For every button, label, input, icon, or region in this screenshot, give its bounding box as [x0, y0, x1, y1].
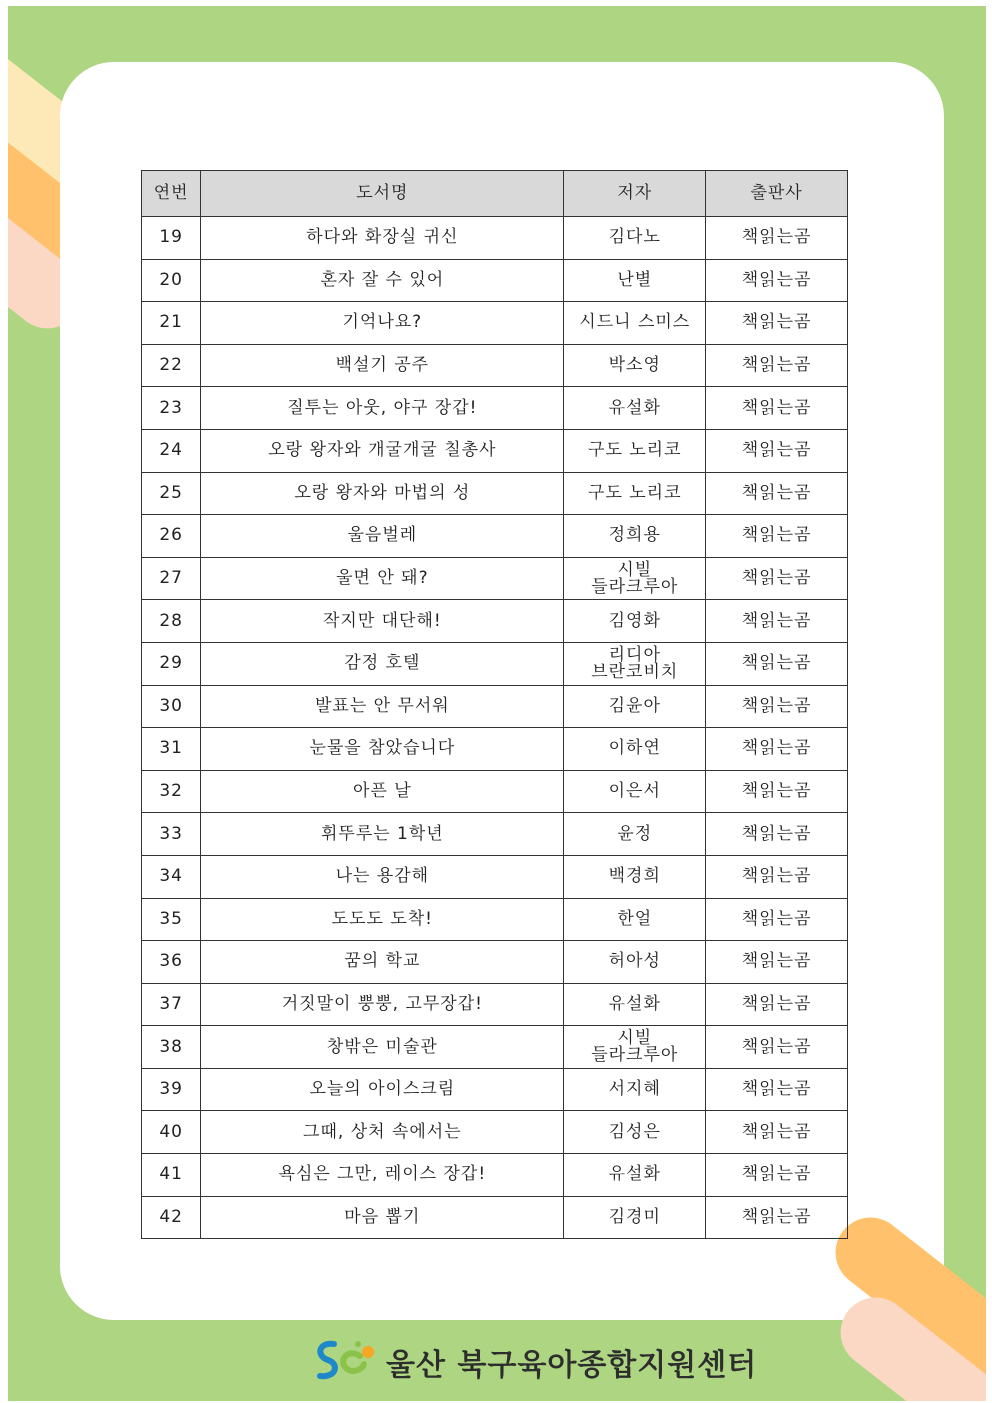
cell-number: 42: [142, 1196, 201, 1239]
cell-number: 20: [142, 259, 201, 302]
table-row: [142, 472, 848, 515]
cell-publisher: 책읽는곰: [706, 728, 848, 771]
cell-title: 기억나요?: [201, 302, 564, 345]
cell-publisher: 책읽는곰: [706, 217, 848, 260]
table-row: [142, 1111, 848, 1154]
cell-publisher: 책읽는곰: [706, 983, 848, 1026]
cell-author: 김다노: [564, 217, 706, 260]
cell-number: 22: [142, 344, 201, 387]
cell-author: 시빌 들라크루아: [564, 557, 706, 600]
cell-title: 질투는 아웃, 야구 장갑!: [201, 387, 564, 430]
table-row: [142, 600, 848, 643]
cell-title: 그때, 상처 속에서는: [201, 1111, 564, 1154]
cell-author: 김윤아: [564, 685, 706, 728]
cell-number: 39: [142, 1068, 201, 1111]
table-row: [142, 557, 848, 600]
cell-publisher: 책읽는곰: [706, 770, 848, 813]
cell-author: 정희용: [564, 515, 706, 558]
table-header-row: [142, 171, 848, 217]
table-row: [142, 515, 848, 558]
cell-title: 울음벌레: [201, 515, 564, 558]
cell-publisher: 책읽는곰: [706, 1154, 848, 1197]
cell-publisher: 책읽는곰: [706, 387, 848, 430]
cell-title: 울면 안 돼?: [201, 557, 564, 600]
cell-author: 백경희: [564, 855, 706, 898]
cell-number: 32: [142, 770, 201, 813]
table-row: [142, 344, 848, 387]
table-row: [142, 1196, 848, 1239]
cell-author: 시드니 스미스: [564, 302, 706, 345]
cell-number: 19: [142, 217, 201, 260]
cell-author: 난별: [564, 259, 706, 302]
cell-number: 38: [142, 1026, 201, 1069]
cell-author: 김성은: [564, 1111, 706, 1154]
cell-publisher: 책읽는곰: [706, 259, 848, 302]
table-body: [142, 217, 848, 1239]
cell-number: 21: [142, 302, 201, 345]
cell-author: 서지혜: [564, 1068, 706, 1111]
cell-publisher: 책읽는곰: [706, 813, 848, 856]
cell-author: 허아성: [564, 941, 706, 984]
cell-number: 28: [142, 600, 201, 643]
cell-publisher: 책읽는곰: [706, 898, 848, 941]
cell-title: 백설기 공주: [201, 344, 564, 387]
organization-name: 울산 북구육아종합지원센터: [386, 1348, 758, 1383]
cell-number: 35: [142, 898, 201, 941]
cell-number: 24: [142, 429, 201, 472]
cell-title: 마음 뽑기: [201, 1196, 564, 1239]
cell-title: 오랑 왕자와 개굴개굴 칠총사: [201, 429, 564, 472]
cell-author: 구도 노리코: [564, 429, 706, 472]
cell-title: 꿈의 학교: [201, 941, 564, 984]
cell-publisher: 책읽는곰: [706, 302, 848, 345]
cell-title: 작지만 대단해!: [201, 600, 564, 643]
cell-publisher: 책읽는곰: [706, 472, 848, 515]
table-row: [142, 1026, 848, 1069]
table-row: [142, 302, 848, 345]
table-row: [142, 855, 848, 898]
cell-number: 23: [142, 387, 201, 430]
table-row: [142, 770, 848, 813]
cell-number: 29: [142, 642, 201, 685]
cell-author: 리디아 브란코비치: [564, 642, 706, 685]
cell-author: 윤정: [564, 813, 706, 856]
cell-number: 31: [142, 728, 201, 771]
table-row: [142, 1154, 848, 1197]
cell-author: 한얼: [564, 898, 706, 941]
cell-publisher: 책읽는곰: [706, 855, 848, 898]
cell-title: 휘뚜루는 1학년: [201, 813, 564, 856]
cell-title: 혼자 잘 수 있어: [201, 259, 564, 302]
table-row: [142, 259, 848, 302]
cell-publisher: 책읽는곰: [706, 557, 848, 600]
table-row: [142, 685, 848, 728]
cell-number: 34: [142, 855, 201, 898]
cell-number: 37: [142, 983, 201, 1026]
table-row: [142, 217, 848, 260]
table-row: [142, 642, 848, 685]
cell-author: 구도 노리코: [564, 472, 706, 515]
cell-publisher: 책읽는곰: [706, 344, 848, 387]
cell-author: 유설화: [564, 983, 706, 1026]
table-row: [142, 983, 848, 1026]
book-list-table: [141, 170, 848, 1239]
table-row: [142, 898, 848, 941]
cell-title: 눈물을 참았습니다: [201, 728, 564, 771]
cell-title: 욕심은 그만, 레이스 장갑!: [201, 1154, 564, 1197]
cell-title: 창밖은 미술관: [201, 1026, 564, 1069]
header-title: 도서명: [201, 171, 564, 217]
cell-title: 오랑 왕자와 마법의 성: [201, 472, 564, 515]
cell-author: 시빌 들라크루아: [564, 1026, 706, 1069]
cell-author: 이은서: [564, 770, 706, 813]
cell-number: 36: [142, 941, 201, 984]
cell-publisher: 책읽는곰: [706, 600, 848, 643]
cell-title: 거짓말이 뿡뿡, 고무장갑!: [201, 983, 564, 1026]
cell-title: 오늘의 아이스크림: [201, 1068, 564, 1111]
cell-publisher: 책읽는곰: [706, 1111, 848, 1154]
cell-title: 발표는 안 무서워: [201, 685, 564, 728]
cell-publisher: 책읽는곰: [706, 1196, 848, 1239]
table-row: [142, 429, 848, 472]
table-row: [142, 941, 848, 984]
cell-number: 41: [142, 1154, 201, 1197]
cell-author: 박소영: [564, 344, 706, 387]
cell-title: 나는 용감해: [201, 855, 564, 898]
header-number: 연번: [142, 171, 201, 217]
cell-author: 유설화: [564, 1154, 706, 1197]
cell-title: 아픈 날: [201, 770, 564, 813]
cell-author: 이하연: [564, 728, 706, 771]
cell-number: 33: [142, 813, 201, 856]
cell-publisher: 책읽는곰: [706, 685, 848, 728]
cell-title: 도도도 도착!: [201, 898, 564, 941]
cell-number: 27: [142, 557, 201, 600]
cell-publisher: 책읽는곰: [706, 642, 848, 685]
table-row: [142, 1068, 848, 1111]
cell-publisher: 책읽는곰: [706, 515, 848, 558]
cell-title: 감정 호텔: [201, 642, 564, 685]
cell-publisher: 책읽는곰: [706, 1026, 848, 1069]
footer: [0, 1320, 992, 1400]
table-row: [142, 387, 848, 430]
header-publisher: 출판사: [706, 171, 848, 217]
cell-number: 40: [142, 1111, 201, 1154]
cell-author: 김경미: [564, 1196, 706, 1239]
cell-title: 하다와 화장실 귀신: [201, 217, 564, 260]
cell-number: 25: [142, 472, 201, 515]
cell-publisher: 책읽는곰: [706, 429, 848, 472]
cell-publisher: 책읽는곰: [706, 1068, 848, 1111]
cell-author: 유설화: [564, 387, 706, 430]
table-row: [142, 728, 848, 771]
cell-publisher: 책읽는곰: [706, 941, 848, 984]
cell-number: 26: [142, 515, 201, 558]
header-author: 저자: [564, 171, 706, 217]
table-row: [142, 813, 848, 856]
cell-author: 김영화: [564, 600, 706, 643]
sc-logo-icon: [312, 1334, 382, 1384]
cell-number: 30: [142, 685, 201, 728]
